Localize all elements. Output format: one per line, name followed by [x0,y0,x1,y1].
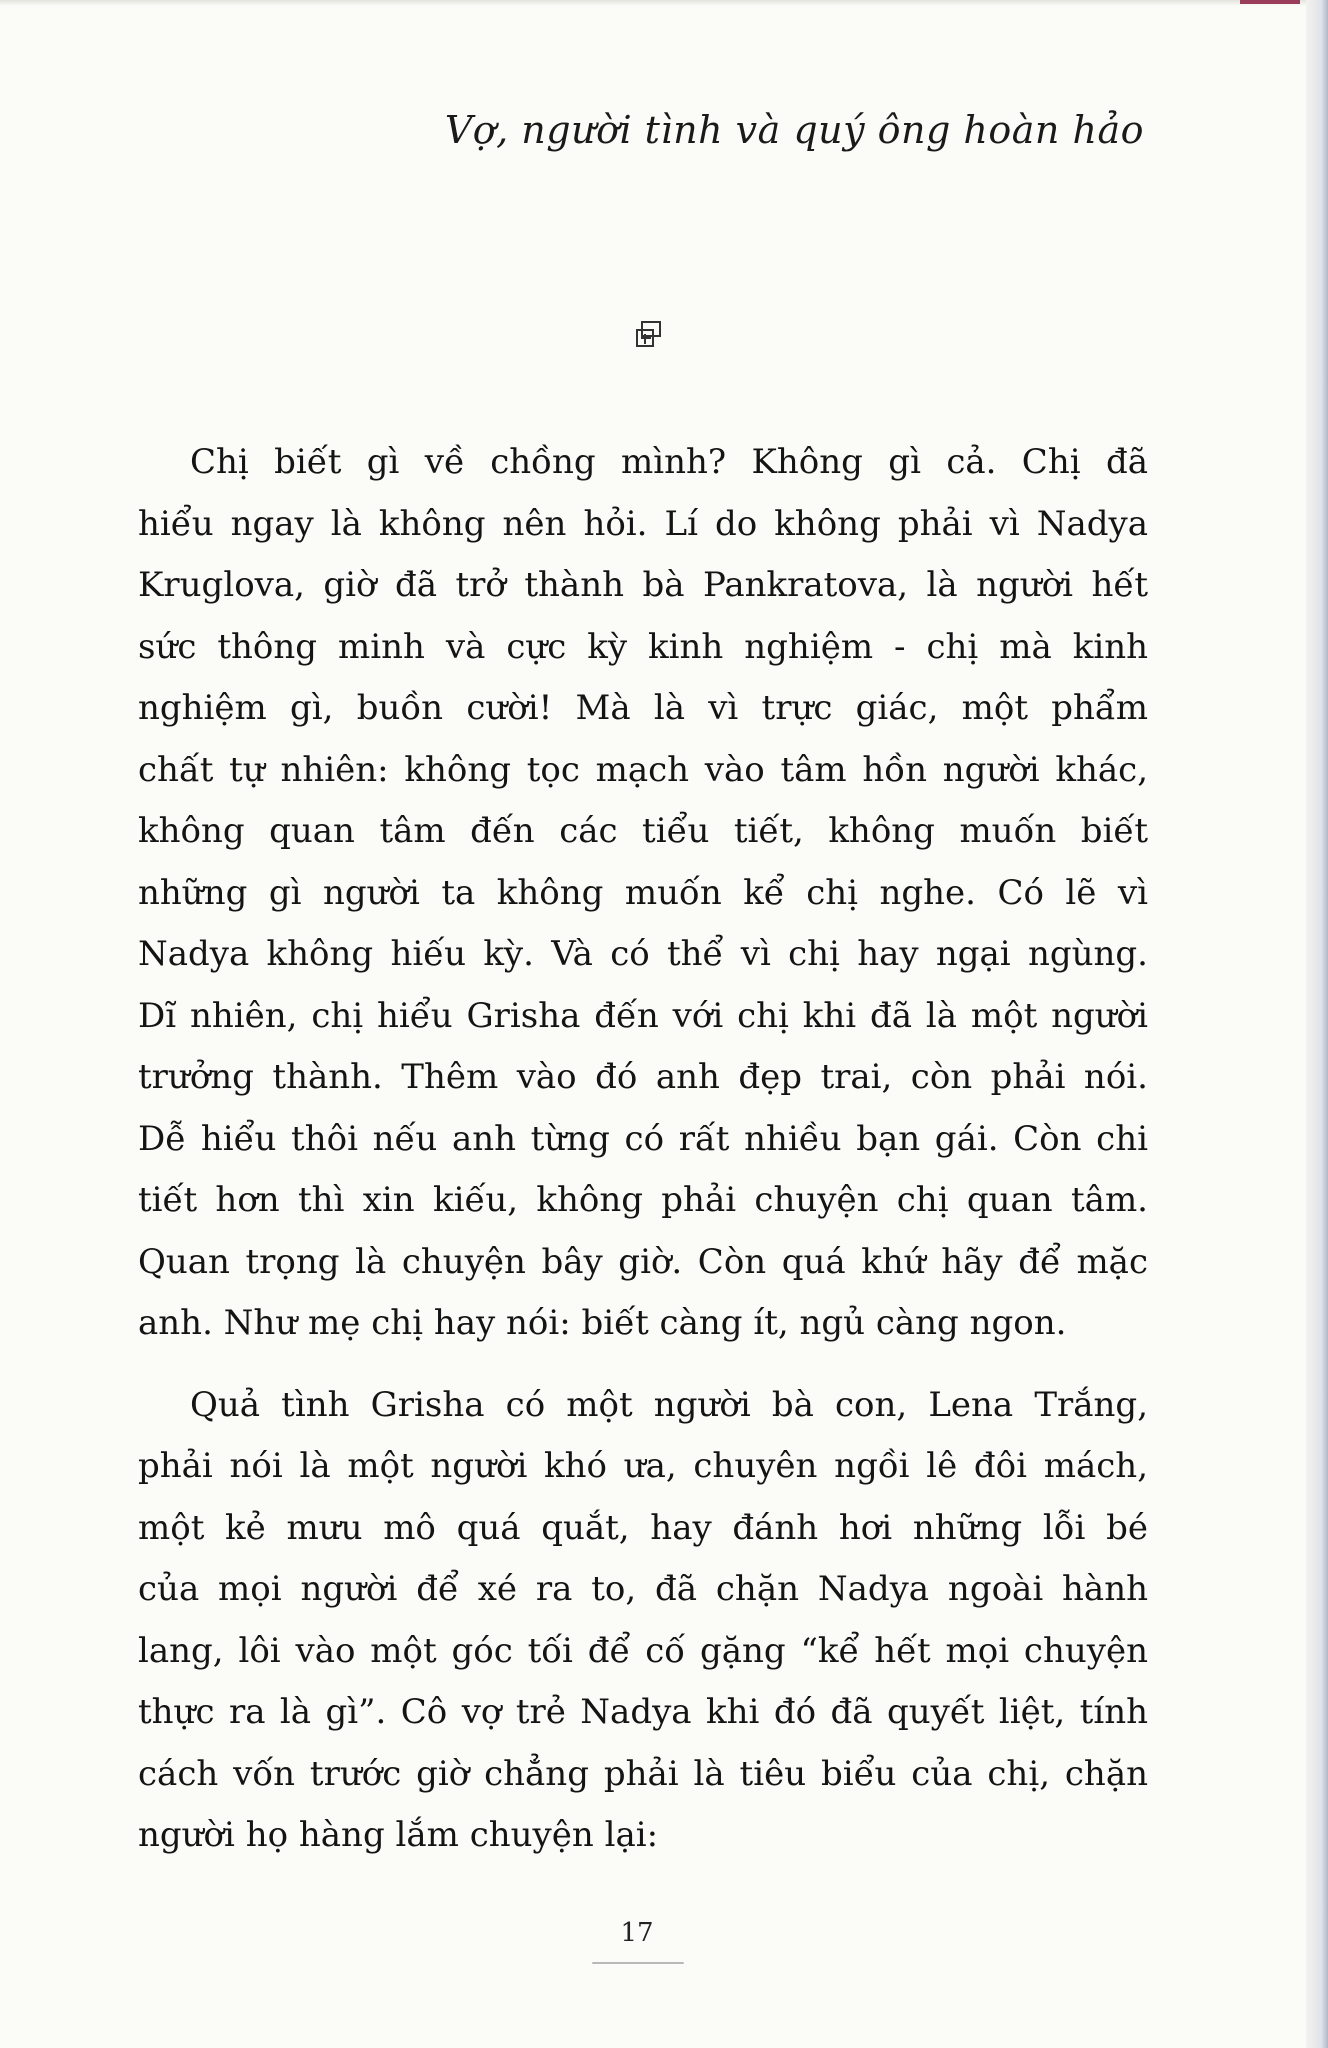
text-line: lang, lôi vào một góc tối để cố gặng “kể hết mọi chuyện [138,1630,1148,1671]
text-line: Quả tình Grisha có một người bà con, Lena Trắng, [190,1384,1148,1425]
section-ornament-icon [632,318,666,352]
page-top-edge [0,0,1328,6]
text-line: thực ra là gì”. Cô vợ trẻ Nadya khi đó đã quyết liệt, tính [138,1692,1148,1732]
text-line: hiểu ngay là không nên hỏi. Lí do không phải vì Nadya [138,503,1148,544]
paragraph-1 [138,432,1148,1355]
text-line: Chị biết gì về chồng mình? Không gì cả. Chị đã [190,442,1148,482]
text-line: anh. Như mẹ chị hay nói: biết càng ít, ngủ càng ngon. [138,1303,1067,1343]
text-line: cách vốn trước giờ chẳng phải là tiêu biểu của chị, chặn [138,1753,1148,1794]
text-line: người họ hàng lắm chuyện lại: [138,1815,659,1855]
text-line: của mọi người để xé ra to, đã chặn Nadya ngoài hành [138,1569,1148,1609]
text-line: Dễ hiểu thôi nếu anh từng có rất nhiều bạn gái. Còn chi [138,1118,1148,1159]
text-line: Quan trọng là chuyện bây giờ. Còn quá khứ hãy để mặc [138,1241,1148,1282]
body-text [138,432,1148,1887]
text-line: Kruglova, giờ đã trở thành bà Pankratova, là người hết [138,565,1148,605]
corner-mark [1240,0,1300,4]
text-line: những gì người ta không muốn kể chị nghe. Có lẽ vì [138,872,1148,913]
text-line: Dĩ nhiên, chị hiểu Grisha đến với chị khi đã là một người [138,995,1148,1036]
page-number-rule [592,1962,684,1964]
page-right-edge [1306,0,1328,2048]
page-number: 17 [620,1918,654,1948]
text-line: sức thông minh và cực kỳ kinh nghiệm - chị mà kinh [138,626,1148,667]
paragraph-2 [138,1375,1148,1867]
running-head: Vợ, người tình và quý ông hoàn hảo [444,108,1144,152]
text-line: phải nói là một người khó ưa, chuyên ngồi lê đôi mách, [138,1446,1148,1486]
text-line: nghiệm gì, buồn cười! Mà là vì trực giác, một phẩm [138,688,1148,728]
text-line: Nadya không hiếu kỳ. Và có thể vì chị hay ngại ngùng. [138,934,1148,974]
text-line: không quan tâm đến các tiểu tiết, không muốn biết [138,811,1148,851]
text-line: tiết hơn thì xin kiếu, không phải chuyện chị quan tâm. [138,1180,1148,1220]
text-line: trưởng thành. Thêm vào đó anh đẹp trai, còn phải nói. [138,1057,1148,1097]
text-line: chất tự nhiên: không tọc mạch vào tâm hồn người khác, [138,749,1148,790]
text-line: một kẻ mưu mô quá quắt, hay đánh hơi những lỗi bé [138,1507,1148,1548]
